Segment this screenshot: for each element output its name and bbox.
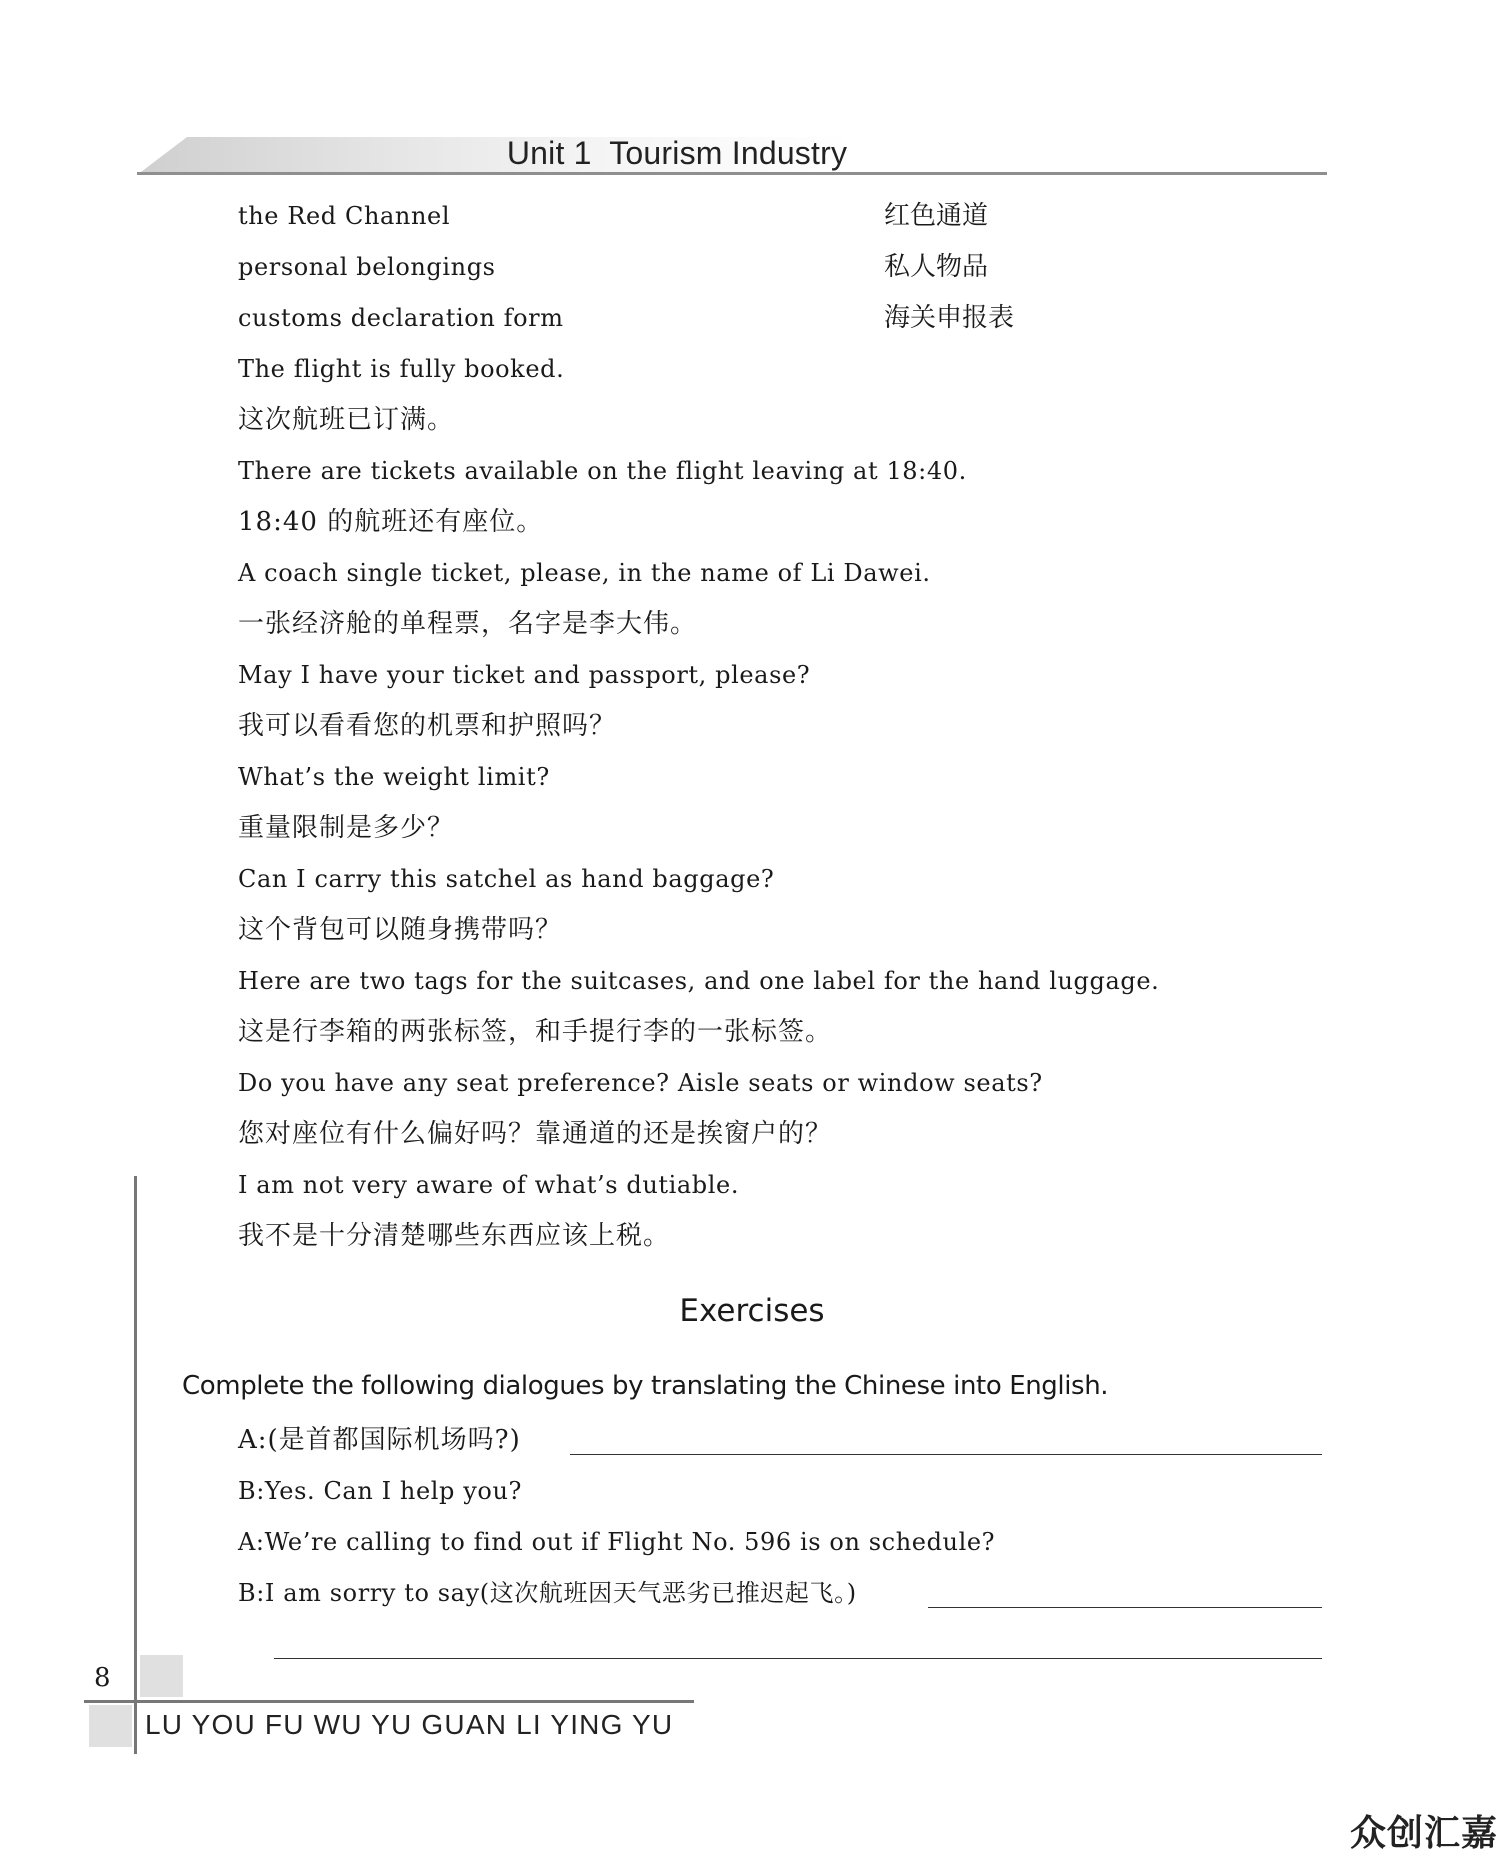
footer-decoration (89, 1705, 132, 1747)
vocab-translation: 红色通道 (884, 201, 989, 231)
dialogue-line: B:Yes. Can I help you? (238, 1477, 522, 1505)
sentence-zh: 这是行李箱的两张标签，和手提行李的一张标签。 (238, 1017, 833, 1047)
footer-decoration (140, 1655, 183, 1697)
sentence-zh: 重量限制是多少？ (238, 813, 455, 843)
sentence-en: Do you have any seat preference? Aisle seats or window seats? (238, 1069, 1043, 1097)
sentence-en: A coach single ticket, please, in the name of Li Dawei. (238, 559, 931, 587)
sentence-zh: 这个背包可以随身携带吗？ (238, 915, 563, 945)
header-rule (137, 172, 1327, 175)
vocab-term: the Red Channel (238, 202, 451, 230)
sentence-zh: 我可以看看您的机票和护照吗？ (238, 711, 617, 741)
sentence-en: Here are two tags for the suitcases, and one label for the hand luggage. (238, 967, 1160, 995)
sentence-en: There are tickets available on the flight leaving at 18:40. (238, 457, 967, 485)
sentence-en: What’s the weight limit? (238, 763, 550, 791)
sentence-zh: 18:40 的航班还有座位。 (238, 507, 544, 537)
page-number: 8 (94, 1663, 111, 1693)
sentence-en: Can I carry this satchel as hand baggage? (238, 865, 775, 893)
sentence-en: May I have your ticket and passport, please? (238, 661, 811, 689)
sentence-zh: 这次航班已订满。 (238, 405, 455, 435)
page-header-title: Unit 1 Tourism Industry (506, 135, 848, 171)
vocab-term: customs declaration form (238, 304, 564, 332)
watermark-logo: 众创汇嘉 (1349, 1813, 1498, 1854)
exercises-title: Exercises (679, 1293, 825, 1329)
vocab-term: personal belongings (238, 253, 496, 281)
sentence-zh: 您对座位有什么偏好吗？靠通道的还是挨窗户的？ (238, 1119, 833, 1149)
dialogue-line: A:We’re calling to find out if Flight No. 596 is on schedule? (238, 1528, 996, 1556)
sentence-zh: 我不是十分清楚哪些东西应该上税。 (238, 1221, 671, 1251)
sentence-en: I am not very aware of what’s dutiable. (238, 1171, 740, 1199)
answer-blank[interactable] (570, 1454, 1322, 1455)
sentence-en: The flight is fully booked. (238, 355, 565, 383)
answer-blank[interactable] (274, 1658, 1322, 1659)
vocab-translation: 海关申报表 (884, 303, 1015, 333)
exercises-instruction: Complete the following dialogues by translating the Chinese into English. (182, 1371, 1109, 1401)
answer-blank[interactable] (928, 1607, 1322, 1608)
vocab-translation: 私人物品 (884, 252, 989, 282)
footer-rule (84, 1700, 694, 1703)
dialogue-line: A:(是首都国际机场吗?) (238, 1425, 521, 1455)
dialogue-line: B:I am sorry to say(这次航班因天气恶劣已推迟起飞。) (238, 1579, 857, 1607)
margin-rule (134, 1176, 137, 1754)
sentence-zh: 一张经济舱的单程票，名字是李大伟。 (238, 609, 698, 639)
book-title: LU YOU FU WU YU GUAN LI YING YU (145, 1709, 674, 1740)
